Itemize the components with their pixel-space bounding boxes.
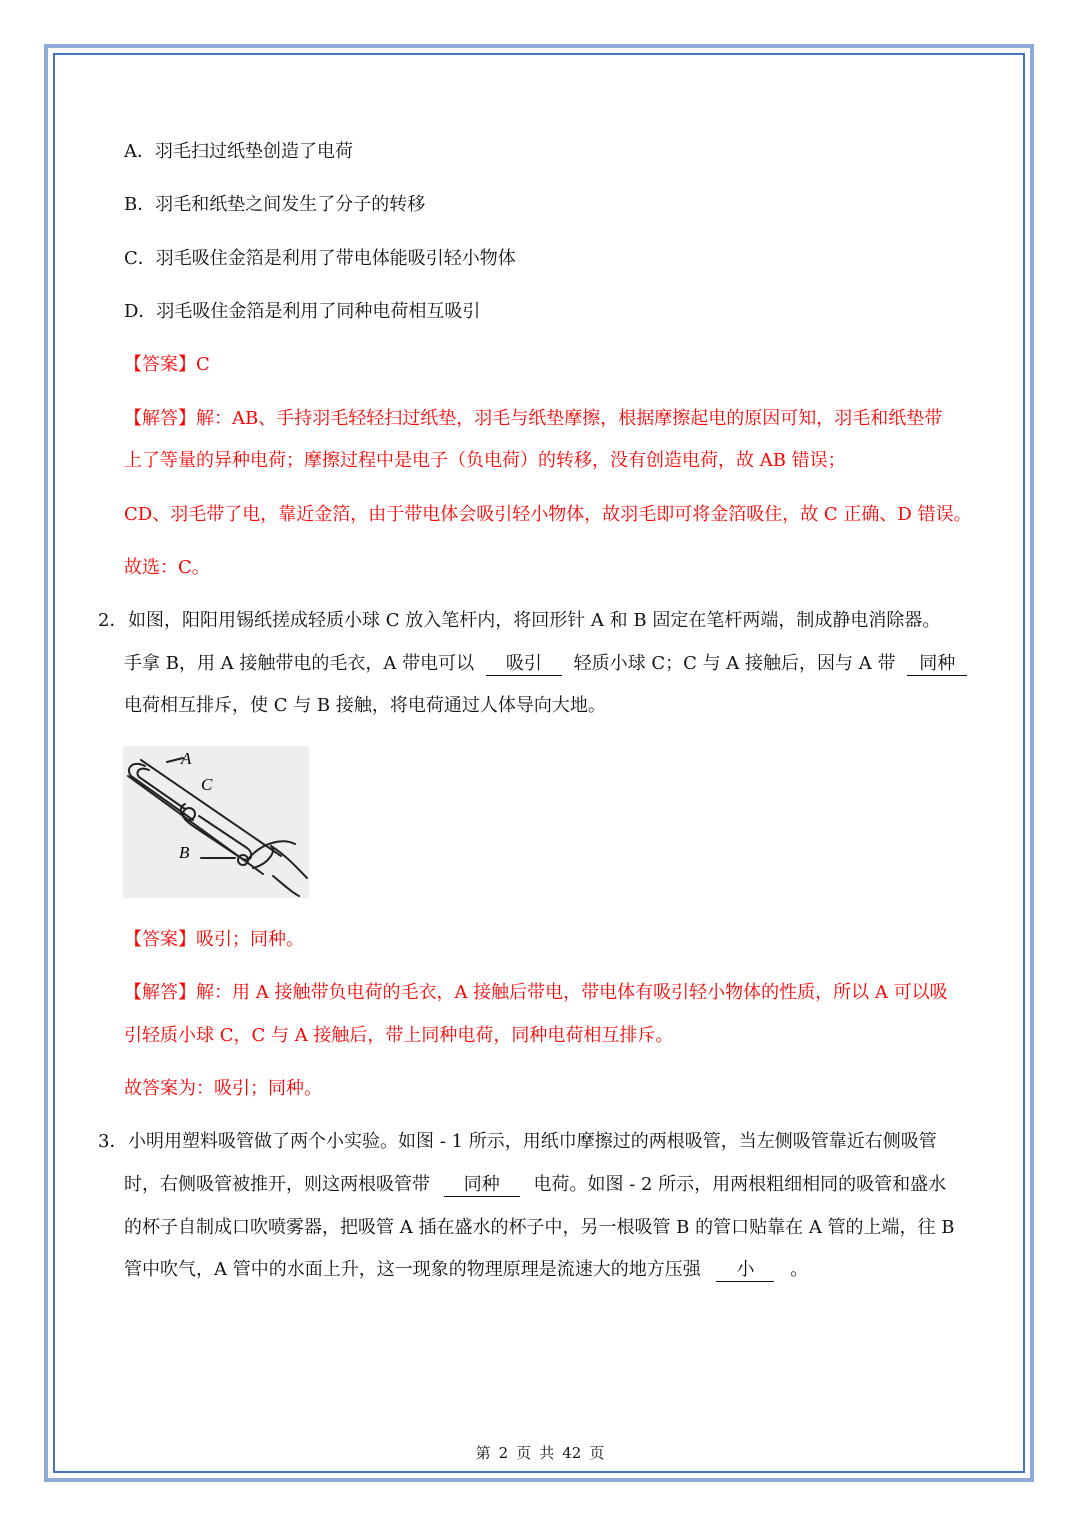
footer-total-pages: 42	[562, 1444, 582, 1462]
q1-choice: 故选：C。	[124, 557, 210, 578]
footer-text: 共	[539, 1444, 555, 1462]
footer-text: 第	[475, 1444, 491, 1462]
q2-blank-2: 同种	[907, 653, 967, 676]
q2-text-line-2	[124, 652, 967, 676]
page-footer	[0, 1442, 1080, 1463]
q2-number: 2．	[98, 610, 128, 631]
q2-explanation-line-1: 【解答】解：用 A 接触带负电荷的毛衣，A 接触后带电，带电体有吸引轻小物体的性质，所以 A 可以吸	[124, 982, 948, 1003]
q2-text-segment: 手拿 B，用 A 接触带电的毛衣，A 带电可以	[124, 653, 475, 674]
q3-text-segment: 时，右侧吸管被推开，则这两根吸管带	[124, 1174, 430, 1195]
q1-explanation-line-2: 上了等量的异种电荷；摩擦过程中是电子（负电荷）的转移，没有创造电荷，故 AB 错误；	[124, 450, 846, 471]
q2-final-answer: 故答案为：吸引；同种。	[124, 1078, 322, 1099]
q3-blank-2: 小	[716, 1259, 774, 1282]
q2-text-line-1: 如图，阳阳用锡纸搓成轻质小球 C 放入笔杆内，将回形针 A 和 B 固定在笔杆两端，制成静电消除器。	[128, 610, 941, 631]
q3-text-line-3: 的杯子自制成口吹喷雾器，把吸管 A 插在盛水的杯子中，另一根吸管 B 的管口贴靠在 A 管的上端，往 B	[124, 1217, 955, 1238]
q2-text-segment: 轻质小球 C；C 与 A 接触后，因与 A 带	[573, 653, 896, 674]
q1-explanation-line-3: CD、羽毛带了电，靠近金箔，由于带电体会吸引轻小物体，故羽毛即可将金箔吸住，故 C 正确、D 错误。	[124, 504, 972, 525]
option-d: D．羽毛吸住金箔是利用了同种电荷相互吸引	[124, 301, 481, 322]
q2-explanation-line-2: 引轻质小球 C，C 与 A 接触后，带上同种电荷，同种电荷相互排斥。	[124, 1025, 674, 1046]
q3-text-segment: 电荷。如图 - 2 所示，用两根粗细相同的吸管和盛水	[533, 1174, 947, 1195]
q3-text-line-1: 小明用塑料吸管做了两个小实验。如图 - 1 所示，用纸巾摩擦过的两根吸管，当左侧吸管靠近右侧吸管	[128, 1131, 937, 1152]
figure-label-c: C	[201, 775, 213, 794]
q2-text-line-3: 电荷相互排斥，使 C 与 B 接触，将电荷通过人体导向大地。	[124, 695, 606, 716]
q1-answer: 【答案】C	[124, 354, 210, 375]
static-eliminator-illustration	[123, 746, 309, 898]
q3-text-line-4	[124, 1258, 808, 1282]
footer-page-number: 2	[498, 1444, 509, 1462]
q3-blank-1: 同种	[444, 1174, 520, 1197]
footer-text: 页	[516, 1444, 532, 1462]
q2-figure	[123, 746, 309, 898]
q3-number: 3．	[98, 1131, 128, 1152]
footer-text: 页	[589, 1444, 605, 1462]
option-b: B．羽毛和纸垫之间发生了分子的转移	[124, 194, 426, 215]
q2-answer: 【答案】吸引；同种。	[124, 929, 304, 950]
figure-label-b: B	[179, 843, 190, 862]
q3-text-line-2	[124, 1173, 946, 1197]
q1-explanation-line-1: 【解答】解：AB、手持羽毛轻轻扫过纸垫，羽毛与纸垫摩擦，根据摩擦起电的原因可知，羽毛和纸垫带	[124, 408, 943, 429]
q3-text-segment: 。	[790, 1259, 809, 1280]
figure-label-a: A	[181, 749, 192, 768]
option-a: A．羽毛扫过纸垫创造了电荷	[124, 141, 353, 162]
q2-blank-1: 吸引	[486, 653, 562, 676]
option-c: C．羽毛吸住金箔是利用了带电体能吸引轻小物体	[124, 248, 516, 269]
q3-text-segment: 管中吹气，A 管中的水面上升，这一现象的物理原理是流速大的地方压强	[124, 1259, 701, 1280]
